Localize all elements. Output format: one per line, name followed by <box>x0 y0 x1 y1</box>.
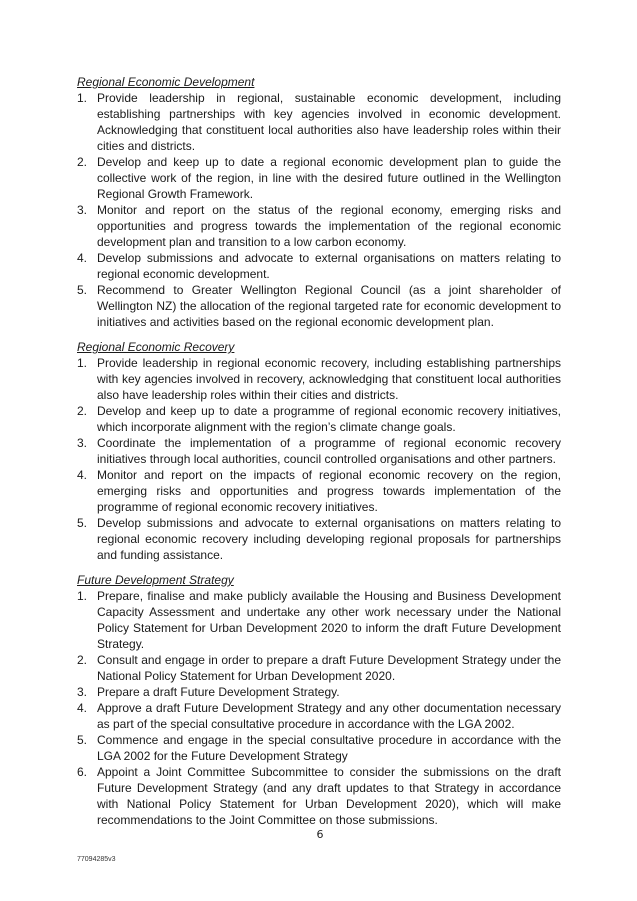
item-text: Monitor and report on the impacts of regional economic recovery on the region, emerging risks and opportunities and progress towards implementation of the programme of regional economic recovery initiatives. <box>97 468 561 514</box>
list-item <box>77 90 561 154</box>
item-text: Commence and engage in the special consultative procedure in accordance with the LGA 2002 for the Future Development Strategy <box>97 733 561 763</box>
list-item <box>77 700 561 732</box>
item-text: Provide leadership in regional economic recovery, including establishing partnerships with key agencies involved in recovery, acknowledging that constituent local authorities also have leadership roles within their cities and districts. <box>97 356 561 402</box>
item-number: 5. <box>77 733 88 747</box>
document-id: 77094285v3 <box>77 856 116 863</box>
item-number: 2. <box>77 653 88 667</box>
item-text: Monitor and report on the status of the regional economy, emerging risks and opportunities and progress towards the implementation of the regional economic development plan and transition to a low carbon economy. <box>97 203 561 249</box>
list-item <box>77 764 561 828</box>
list-item <box>77 202 561 250</box>
item-number: 6. <box>77 765 88 779</box>
item-text: Recommend to Greater Wellington Regional Council (as a joint shareholder of Wellington NZ) the allocation of the regional targeted rate for economic development to initiatives and activities based on the regional economic development plan. <box>97 283 561 329</box>
item-text: Prepare, finalise and make publicly available the Housing and Business Development Capacity Assessment and undertake any other work necessary under the National Policy Statement for Urban Development 2020 to inform the draft Future Development Strategy. <box>97 589 561 651</box>
item-text: Develop submissions and advocate to external organisations on matters relating to regional economic recovery including developing regional proposals for partnerships and funding assistance. <box>97 516 561 562</box>
document-page <box>77 74 561 837</box>
page-number: 6 <box>316 828 324 841</box>
item-text: Appoint a Joint Committee Subcommittee to consider the submissions on the draft Future Development Strategy (and any draft updates to that Strategy in accordance with National Policy Statement for Urban Development 2020), which will make recommendations to the Joint Committee on those submissions. <box>97 765 561 827</box>
list-item <box>77 282 561 330</box>
item-text: Develop and keep up to date a programme of regional economic recovery initiatives, which incorporate alignment with the region’s climate change goals. <box>97 404 561 434</box>
section-heading: Regional Economic Recovery <box>77 340 235 354</box>
item-number: 5. <box>77 283 88 297</box>
item-number: 2. <box>77 155 88 169</box>
item-text: Coordinate the implementation of a programme of regional economic recovery initiatives through local authorities, council controlled organisations and other partners. <box>97 436 561 466</box>
item-number: 3. <box>77 685 88 699</box>
list-item <box>77 652 561 684</box>
item-text: Consult and engage in order to prepare a draft Future Development Strategy under the National Policy Statement for Urban Development 2020. <box>97 653 561 683</box>
item-text: Prepare a draft Future Development Strategy. <box>97 685 340 699</box>
item-number: 1. <box>77 589 88 603</box>
list-item <box>77 684 561 700</box>
list-item <box>77 467 561 515</box>
list-item <box>77 250 561 282</box>
item-number: 3. <box>77 436 88 450</box>
item-number: 4. <box>77 468 88 482</box>
item-number: 5. <box>77 516 88 530</box>
list-item <box>77 154 561 202</box>
section-regional-economic-development <box>77 74 561 330</box>
item-number: 4. <box>77 251 88 265</box>
numbered-list <box>77 588 561 828</box>
item-text: Develop submissions and advocate to external organisations on matters relating to regional economic development. <box>97 251 561 281</box>
item-number: 4. <box>77 701 88 715</box>
item-number: 2. <box>77 404 88 418</box>
list-item <box>77 355 561 403</box>
numbered-list <box>77 90 561 330</box>
item-text: Approve a draft Future Development Strategy and any other documentation necessary as part of the special consultative procedure in accordance with the LGA 2002. <box>97 701 561 731</box>
section-future-development-strategy <box>77 572 561 828</box>
list-item <box>77 732 561 764</box>
item-number: 1. <box>77 91 88 105</box>
item-text: Provide leadership in regional, sustainable economic development, including establishing partnerships with key agencies involved in economic development. Acknowledging that constituent local authorities also have leadership roles within their cities and districts. <box>97 91 561 153</box>
list-item <box>77 588 561 652</box>
item-number: 3. <box>77 203 88 217</box>
item-text: Develop and keep up to date a regional economic development plan to guide the collective work of the region, in line with the desired future outlined in the Wellington Regional Growth Framework. <box>97 155 561 201</box>
section-heading: Regional Economic Development <box>77 75 255 89</box>
section-regional-economic-recovery <box>77 339 561 563</box>
item-number: 1. <box>77 356 88 370</box>
list-item <box>77 515 561 563</box>
section-heading: Future Development Strategy <box>77 573 234 587</box>
numbered-list <box>77 355 561 563</box>
list-item <box>77 435 561 467</box>
list-item <box>77 403 561 435</box>
